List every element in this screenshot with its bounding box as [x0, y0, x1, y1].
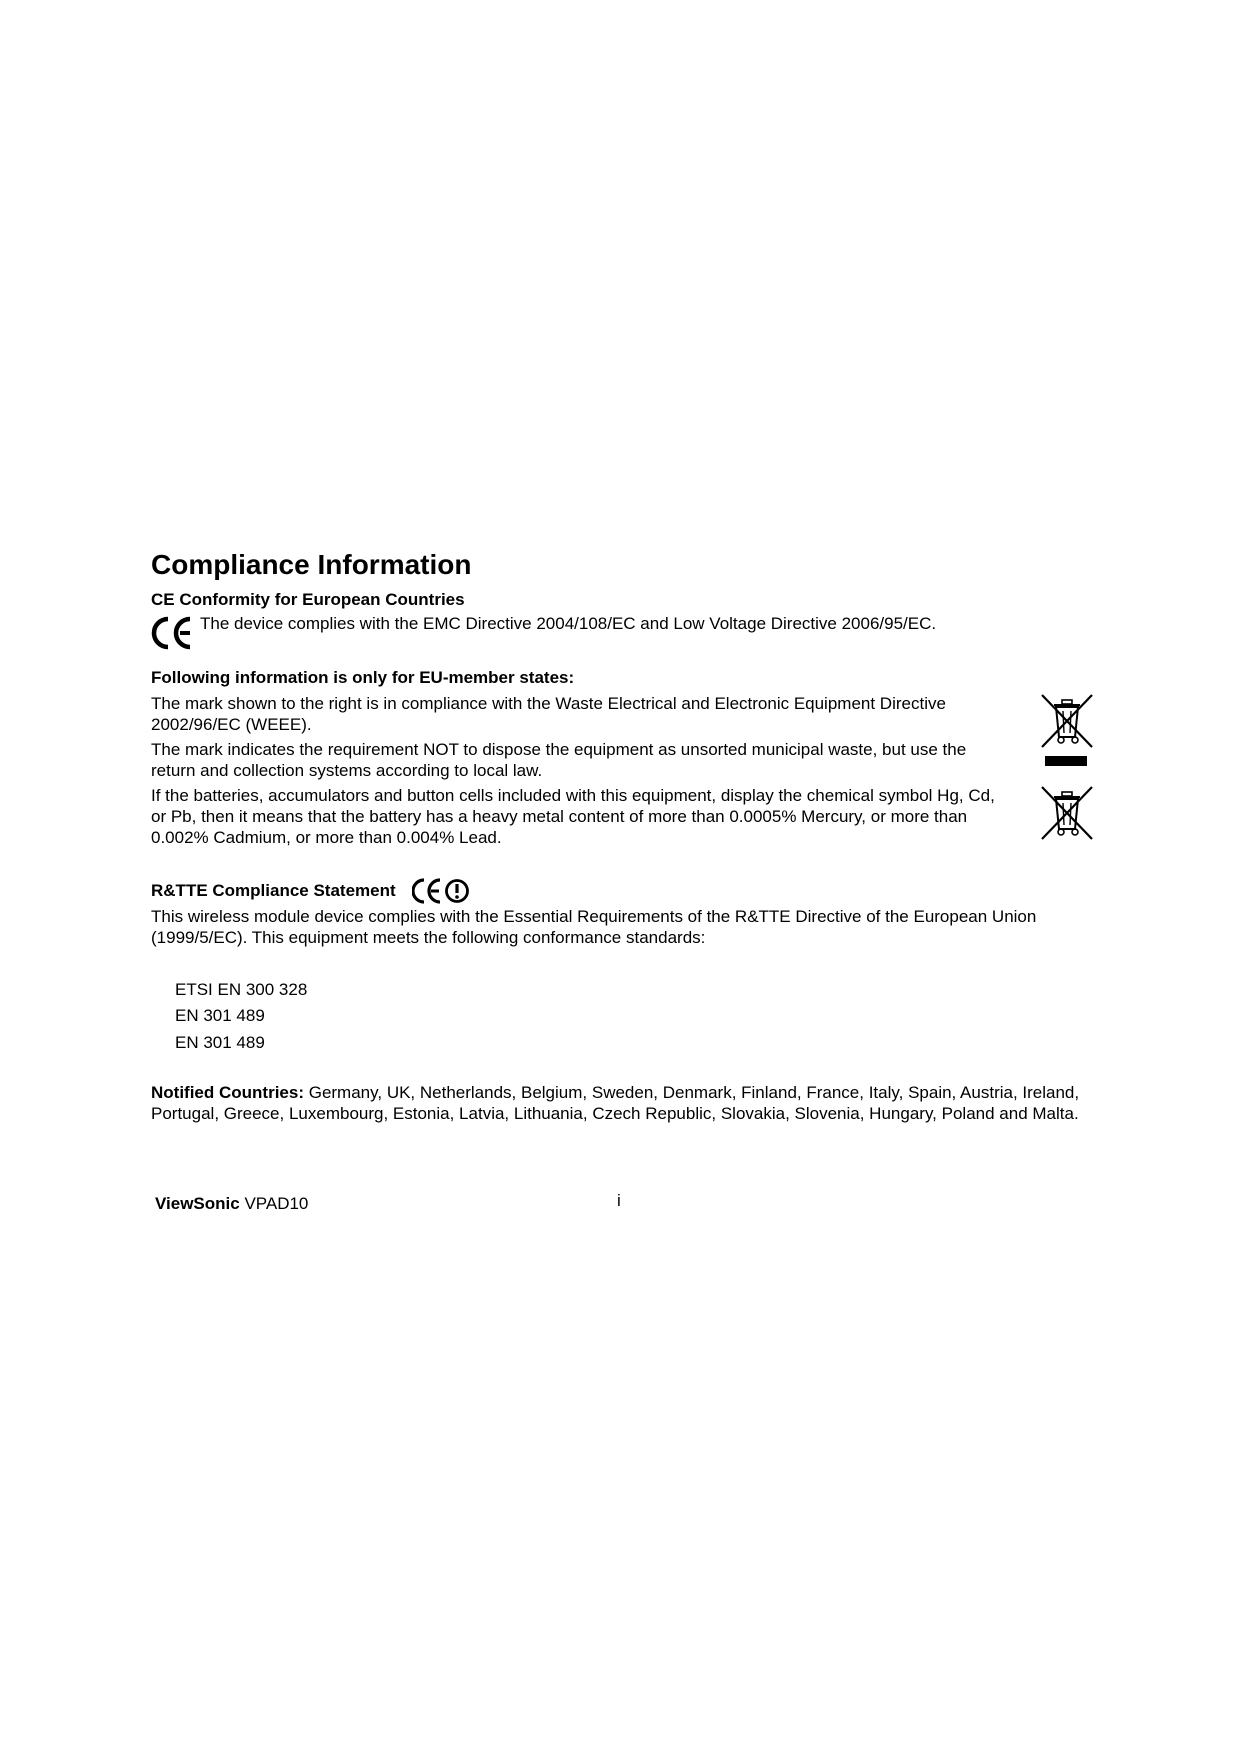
- standard-item: EN 301 489: [175, 1033, 265, 1052]
- standard-item: ETSI EN 300 328: [175, 980, 308, 999]
- ce-statement: The device complies with the EMC Directive 2004/108/EC and Low Voltage Directive 2006/95/EC.: [200, 614, 937, 633]
- crossed-out-wheelie-bin-icon: [1040, 693, 1094, 749]
- ce-mark-icon: [150, 616, 194, 650]
- footer-brand: ViewSonic: [155, 1194, 240, 1213]
- standard-item: EN 301 489: [175, 1006, 265, 1025]
- page-title: Compliance Information: [151, 549, 472, 580]
- notified-countries: [151, 1082, 1101, 1124]
- rtte-statement: This wireless module device complies with the Essential Requirements of the R&TTE Directive of the European Union (1999/5/EC). This equipment meets the following conformance standards:: [151, 907, 1037, 947]
- crossed-out-wheelie-bin-icon: [1040, 785, 1094, 841]
- footer-product: [155, 1193, 308, 1214]
- battery-paragraph: If the batteries, accumulators and button cells included with this equipment, display the chemical symbol Hg, Cd, or Pb, then it means that the battery has a heavy metal content of more than 0.0005% Mercury, or more than 0.002% Cadmium, or more than 0.004% Lead.: [151, 786, 995, 847]
- page-number: i: [617, 1191, 621, 1210]
- disposal-paragraph: The mark indicates the requirement NOT to dispose the equipment as unsorted municipal waste, but use the return and collection systems according to local law.: [151, 740, 967, 780]
- footer-model: VPAD10: [239, 1194, 309, 1213]
- ce-section-heading: CE Conformity for European Countries: [151, 590, 465, 609]
- ce-alert-mark-icon: [412, 877, 470, 905]
- notified-countries-label: Notified Countries:: [151, 1083, 304, 1102]
- notified-countries-list: Germany, UK, Netherlands, Belgium, Sweden, Denmark, Finland, France, Italy, Spain, Austria, Ireland, Portugal, Greece, Luxembourg, Estonia, Latvia, Lithuania, Czech Republic, Slovakia, Slovenia, Hungary, Poland and Malta.: [151, 1083, 1080, 1123]
- rtte-section-heading: R&TTE Compliance Statement: [151, 881, 396, 900]
- weee-paragraph: The mark shown to the right is in compliance with the Waste Electrical and Electronic Equipment Directive 2002/96/EC (WEEE).: [151, 694, 946, 734]
- weee-underline-bar: [1045, 756, 1087, 766]
- eu-section-heading: Following information is only for EU-member states:: [151, 668, 575, 687]
